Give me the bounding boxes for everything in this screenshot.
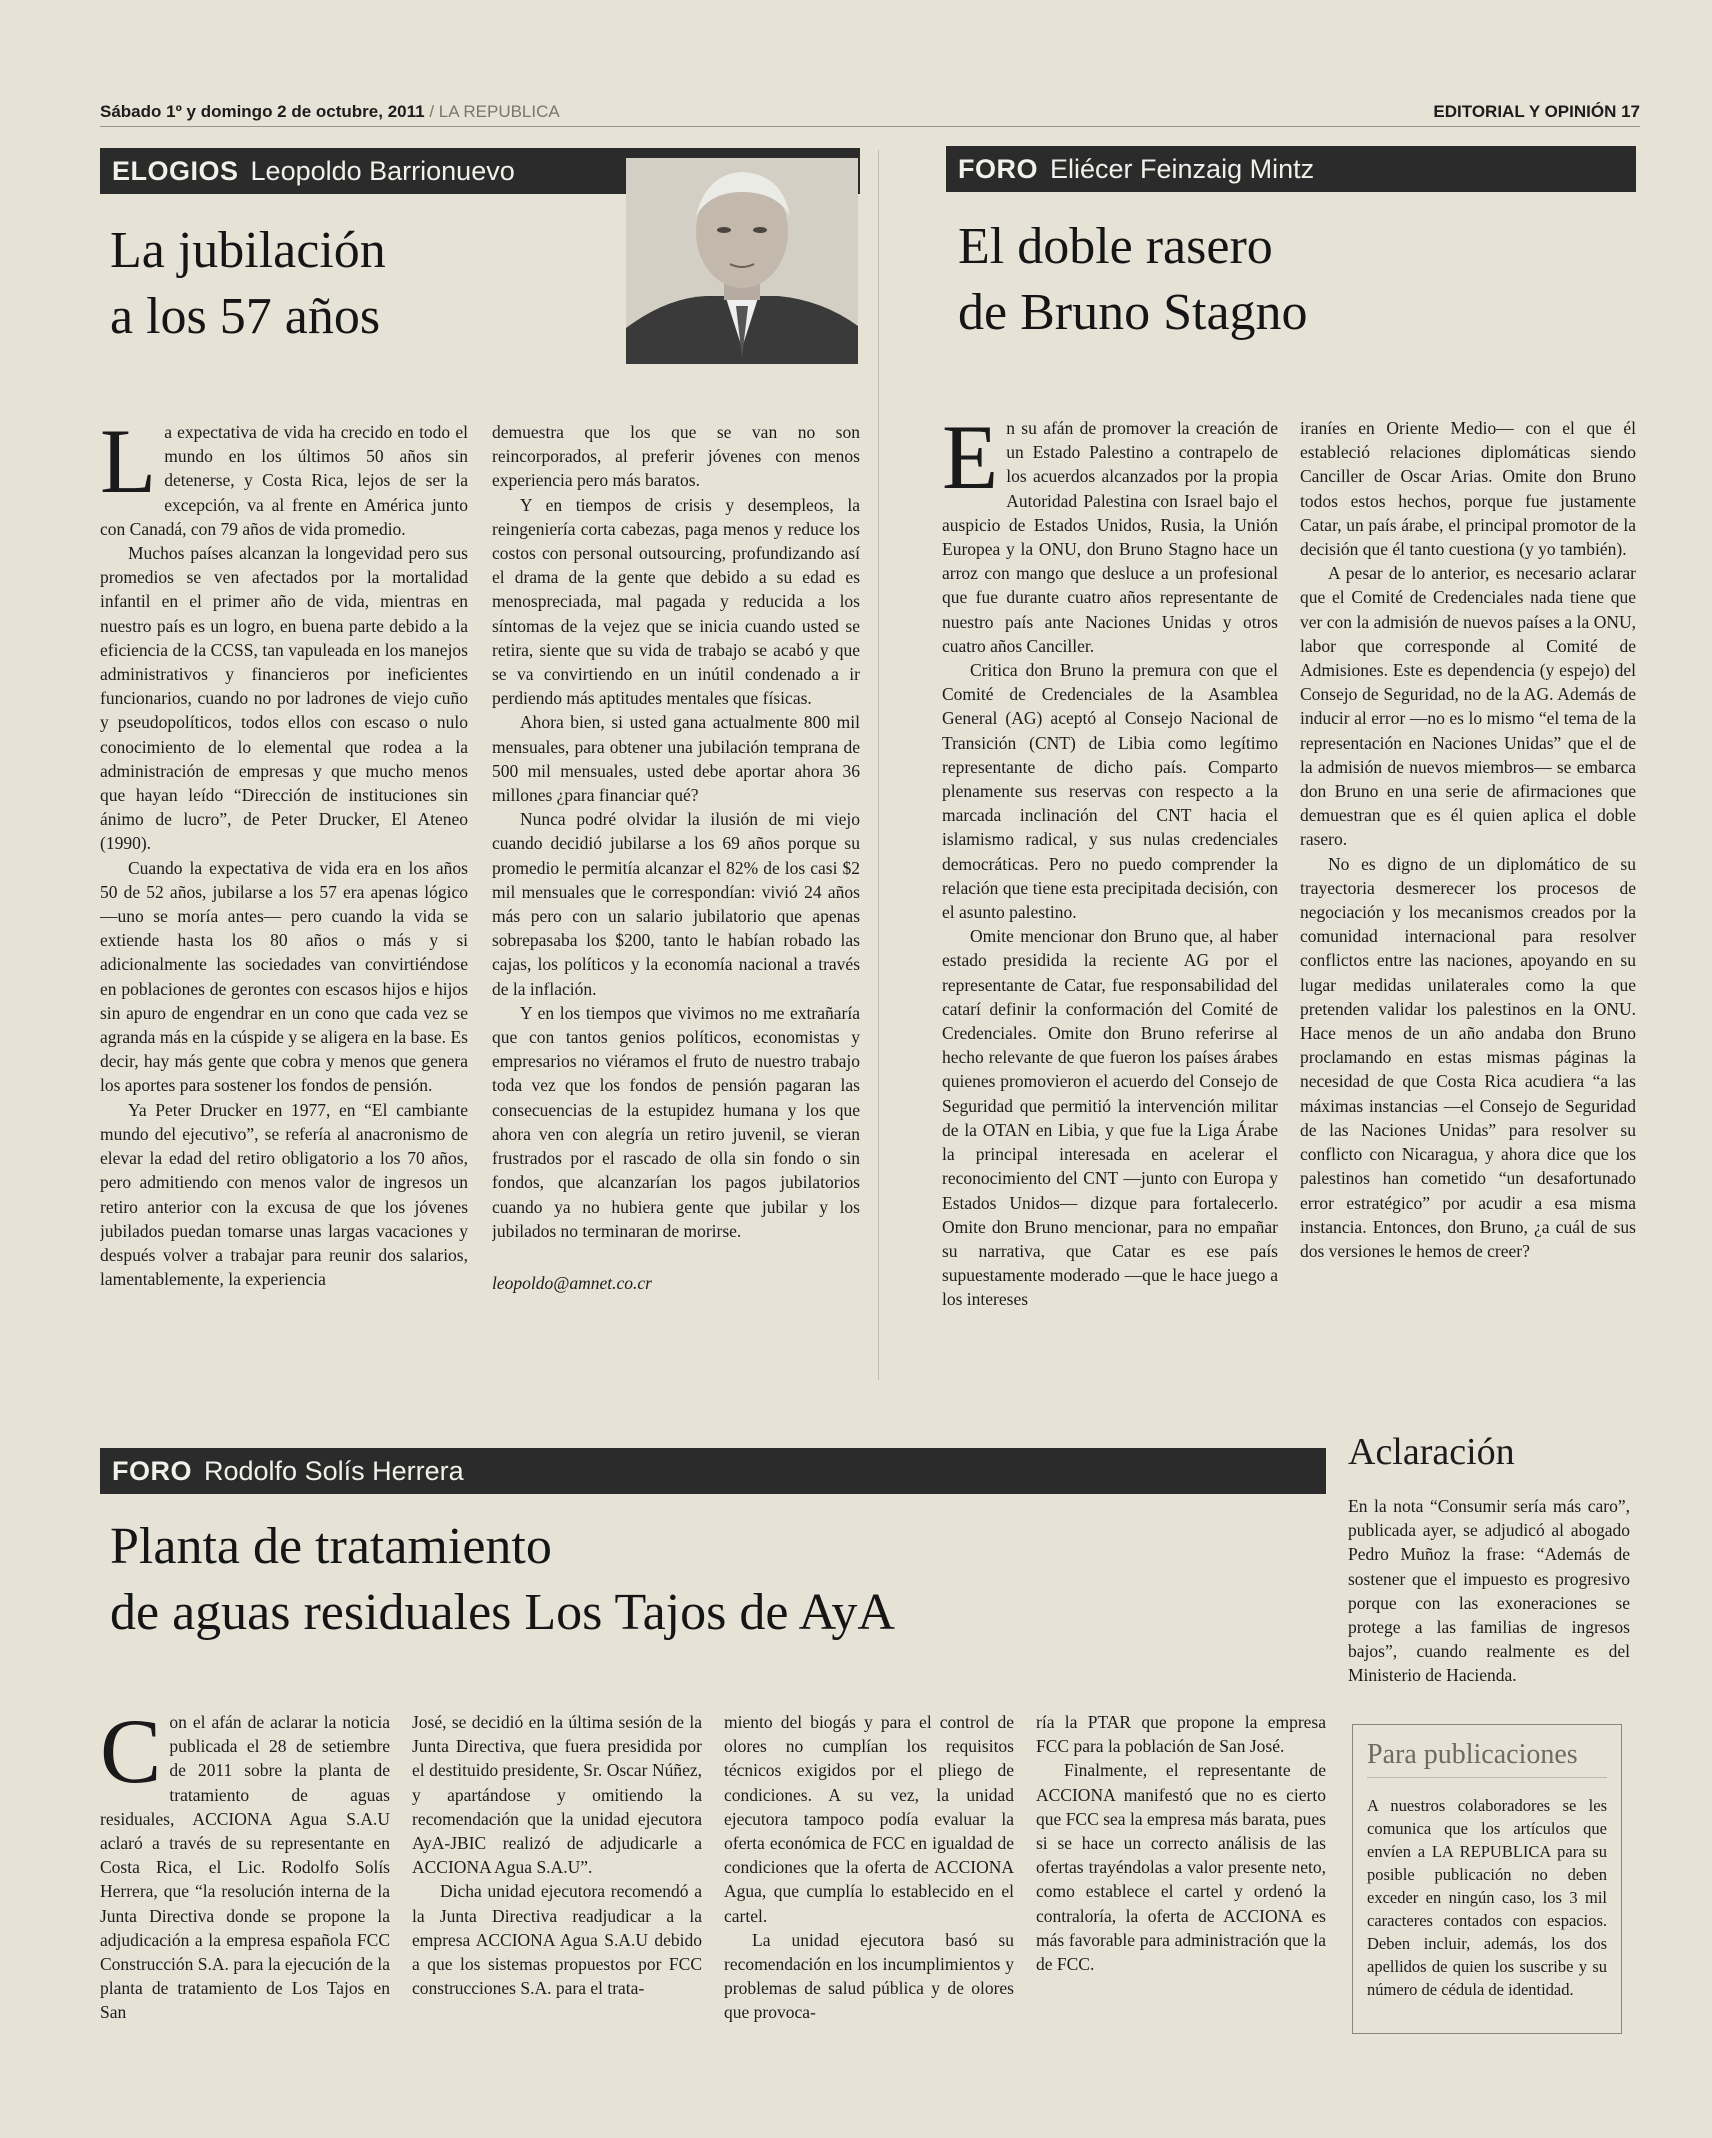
article3-paragraph: Dicha unidad ejecutora recomendó a la Junta Directiva readjudicar a la empresa ACCIONA Agua S.A.U debido a que los sistemas propuestos por FCC construcciones S.A. para el trata- xyxy=(412,1881,702,1999)
article3-column-4 xyxy=(1036,1710,1326,2080)
article3-paragraph: miento del biogás y para el control de olores no cumplían los requisitos técnicos exigidos por el pliego de condiciones. A su vez, la unidad ejecutora tampoco podía evaluar la oferta económica de FCC en igualdad de condiciones que la oferta de ACCIONA Agua, que cumplía lo establecido en el cartel. xyxy=(724,1712,1014,1926)
article2-paragraph: No es digno de un diplomático de su trayectoria desmerecer los procesos de negociación y los mecanismos creados por la comunidad internacional para resolver conflictos entre las naciones, apoyando en su lugar medidas unilaterales como la que pretenden validar los palestinos en la ONU. Hace menos de un año andaba don Bruno proclamando en estas mismas páginas la necesidad de que Costa Rica acudiera “a las máximas instancias —el Consejo de Seguridad de las Naciones Unidas” para resolver su conflicto con Nicaragua, y ahora dice que los palestinos han cometido “un desafortunado error estratégico” por acudir a esa misma instancia. Entonces, don Bruno, ¿a cuál de sus dos versiones le hemos de creer? xyxy=(1300,853,1636,1261)
publicaciones-box xyxy=(1352,1724,1622,2034)
article1-paragraph: Y en tiempos de crisis y desempleos, la reingeniería corta cabezas, paga menos y reduce los costos con personal outsourcing, profundizando así el drama de la gente que debido a su edad es menospreciada, mal pagada y reducida a los síntomas de la vejez que se inicia cuando usted se retira, siente que su vida de trabajo se acabó y que se va convirtiendo en un inútil condenado a ir perdiendo más aptitudes mentales que físicas. xyxy=(492,494,860,709)
article2-title-line2: de Bruno Stagno xyxy=(958,284,1308,341)
article2-paragraph: Critica don Bruno la premura con que el Comité de Credenciales de la Asamblea General (AG) aceptó al Consejo Nacional de Transición (CNT) de Libia como legítimo representante de dicho país. Comparto plenamente sus reservas con respecto a la marcada inclinación del CNT hacia el islamismo radical, y sus nulas credenciales democráticas. Pero no puedo comprender la relación que tiene esta precipitada decisión, con el asunto palestino. xyxy=(942,660,1278,923)
article3-title xyxy=(110,1514,895,1646)
article3-paragraph: Con el afán de aclarar la noticia publicada el 28 de setiembre de 2011 sobre la planta de tratamiento de aguas residuales, ACCIONA Agua S.A.U aclaró a través de su representante en Costa Rica, el Lic. Rodolfo Solís Herrera, que “la resolución interna de la Junta Directiva donde se propone la adjudicación a la empresa española FCC Construcción S.A. para la ejecución de la planta de tratamiento de Los Tajos en San xyxy=(100,1710,390,2023)
article1-paragraph: Ya Peter Drucker en 1977, en “El cambiante mundo del ejecutivo”, se refería al anacronismo de elevar la edad del retiro obligatorio a los 70 años, pero admitiendo con menos valor de ingresos un retiro anterior con la excusa de que los jóvenes jubilados puedan tomarse unas largas vacaciones y después volver a trabajar para reunir dos salarios, lamentablemente, la experiencia xyxy=(100,1099,468,1290)
article3-dropcap: C xyxy=(100,1710,162,1802)
header-date: Sábado 1º y domingo 2 de octubre, 2011 xyxy=(100,102,425,121)
article3-title-line1: Planta de tratamiento xyxy=(110,1518,552,1575)
author-portrait-image xyxy=(626,158,858,364)
aclaracion-title: Aclaración xyxy=(1348,1431,1515,1473)
article1-paragraph: Ahora bien, si usted gana actualmente 800 mil mensuales, para obtener una jubilación temprana de 500 mil mensuales, usted debe aportar ahora 36 millones ¿para financiar qué? xyxy=(492,712,860,806)
article1-title-line2: a los 57 años xyxy=(110,288,381,345)
article2-title-line1: El doble rasero xyxy=(958,218,1273,275)
article2-kicker: FORO xyxy=(958,154,1038,184)
header-section: EDITORIAL Y OPINIÓN 17 xyxy=(1433,102,1640,121)
column-divider xyxy=(878,150,879,1380)
header-publication: LA REPUBLICA xyxy=(438,102,560,121)
article1-paragraph: Muchos países alcanzan la longevidad pero sus promedios se ven afectados por la mortalidad infantil en el primer año de vida, mientras en nuestro país es un logro, en buena parte debido a la eficiencia de la CCSS, tan vapuleada en los manejos administrativos y financieros por ineficientes funcionarios, cuando no por ladrones de viejo cuño y pseudopolíticos, todos ellos con escaso o nulo conocimiento de lo elemental que rodea a la administración de empresas y que mucho menos que hayan leído “Dirección de instituciones sin ánimo de lucro”, de Peter Drucker, El Ateneo (1990). xyxy=(100,543,468,854)
article2-paragraph: En su afán de promover la creación de un Estado Palestino a contrapelo de los acuerdos alcanzados por la propia Autoridad Palestina con Israel bajo el auspicio de Estados Unidos, Rusia, la Unión Europea y la ONU, don Bruno Stagno hace un arroz con mango que desluce a un profesional que fue durante cuatro años representante de nuestro país ante Naciones Unidas y otros cuatro años Canciller. xyxy=(942,416,1278,656)
article1-author: Leopoldo Barrionuevo xyxy=(250,156,515,186)
article3-paragraph: ría la PTAR que propone la empresa FCC para la población de San José. xyxy=(1036,1712,1326,1757)
article3-paragraph: Finalmente, el representante de ACCIONA manifestó que no es cierto que FCC sea la empresa más barata, pues si se hace un correcto análisis de las ofertas trayéndolas a valor presente neto, como establece el cartel y ordenó la contraloría, la oferta de ACCIONA es más favorable para administración que la de FCC. xyxy=(1036,1760,1326,1975)
page-header xyxy=(100,100,1640,127)
article3-author: Rodolfo Solís Herrera xyxy=(204,1456,464,1486)
article3-paragraph: José, se decidió en la última sesión de la Junta Directiva, que fuera presidida por el destituido presidente, Sr. Oscar Núñez, y apartándose y omitiendo la recomendación que la unidad ejecutora AyA-JBIC realizó de adjudicarle a ACCIONA Agua S.A.U”. xyxy=(412,1712,702,1878)
article3-column-3 xyxy=(724,1710,1014,2080)
article2-column-1 xyxy=(942,416,1278,1382)
article1-column-1 xyxy=(100,420,468,1386)
article2-paragraph: iraníes en Oriente Medio— con el que él estableció relaciones diplomáticas siendo Canciller de Oscar Arias. Omite don Bruno todos estos hechos, porque fue justamente Catar, un país árabe, el principal promotor de la decisión que él tanto cuestiona (y yo también). xyxy=(1300,418,1636,560)
article1-paragraph: Nunca podré olvidar la ilusión de mi viejo cuando decidió jubilarse a los 69 años porque su promedio le permitía alcanzar el 82% de los casi $2 mil mensuales que le correspondían: vivió 24 años más pero con un salario jubilatorio que apenas sobrepasaba los $200, tanto le habían robado las cajas, los políticos y la economía nacional a través de la inflación. xyxy=(492,809,860,999)
article2-paragraph: A pesar de lo anterior, es necesario aclarar que el Comité de Credenciales nada tiene que ver con la admisión de nuevos países a la ONU, labor que corresponde al Comité de Admisiones. Este es dependencia (y espejo) del Consejo de Seguridad, no de la AG. Además de inducir al error —no es lo mismo “el tema de la representación en Naciones Unidas” que el de la admisión de nuevos miembros— se embarca don Bruno en una serie de afirmaciones que demuestran que es él quien aplica el doble rasero. xyxy=(1300,563,1636,850)
article1-dropcap: L xyxy=(100,420,157,512)
article2-title xyxy=(958,214,1308,346)
article1-kicker: ELOGIOS xyxy=(112,156,239,186)
article3-column-2 xyxy=(412,1710,702,2080)
author-photo xyxy=(626,158,858,364)
publicaciones-text: A nuestros colaboradores se les comunica que los artículos que envíen a LA REPUBLICA para su posible publicación no deben exceder en ningún caso, los 3 mil caracteres contados con espacios. Deben incluir, además, los dos apellidos de quien los suscribe y su número de cédula de identidad. xyxy=(1367,1796,1607,1999)
article1-title-line1: La jubilación xyxy=(110,222,386,279)
article3-paragraph: La unidad ejecutora basó su recomendación en los incumplimientos y problemas de salud pública y de olores que provoca- xyxy=(724,1929,1014,2023)
header-separator: / xyxy=(429,102,435,121)
article2-dropcap: E xyxy=(942,416,999,508)
article2-author: Eliécer Feinzaig Mintz xyxy=(1050,154,1315,184)
article1-paragraph: Cuando la expectativa de vida era en los años 50 de 52 años, jubilarse a los 57 era apenas lógico —uno se moría antes— pero cuando la vida se extiende hasta los 80 años o más y si adicionalmente las sociedades van convirtiéndose en poblaciones de gerontes con escasos hijos e hijos sin apuro de engendrar en un cono que cada vez se agranda más en la cúspide y se aligera en la base. Es decir, hay más gente que cobra y menos que genera los aportes para sostener los fondos de pensión. xyxy=(100,857,468,1096)
article2-column-2 xyxy=(1300,416,1636,1382)
article3-column-1 xyxy=(100,1710,390,2080)
article1-column-2 xyxy=(492,420,860,1386)
article1-email-link[interactable]: leopoldo@amnet.co.cr xyxy=(492,1272,652,1293)
article2-paragraph: Omite mencionar don Bruno que, al haber estado presidida la reciente AG por el representante de Catar, fue responsabilidad del catarí definir la conformación del Comité de Credenciales. Omite don Bruno referirse al hecho relevante de que fueron los países árabes quienes promovieron el acuerdo del Consejo de Seguridad que permitió la intervención militar de la OTAN en Libia, y que fue la Liga Árabe la principal interesada en acelerar el reconocimiento del CNT —junto con Europa y Estados Unidos— dizque para fortalecerlo. Omite don Bruno mencionar, para no empañar su narrativa, que Catar es ese país supuestamente moderado —que le hace juego a los intereses xyxy=(942,926,1278,1310)
article1-paragraph: La expectativa de vida ha crecido en todo el mundo en los últimos 50 años sin detenerse, y Costa Rica, lejos de ser la excepción, va al frente en América junto con Canadá, con 79 años de vida promedio. xyxy=(100,420,468,539)
header-date-line xyxy=(100,102,560,122)
article2-band xyxy=(946,146,1636,192)
article3-band xyxy=(100,1448,1326,1494)
publicaciones-title: Para publicaciones xyxy=(1367,1739,1607,1778)
aclaracion-text xyxy=(1348,1494,1630,1714)
article3-title-line2: de aguas residuales Los Tajos de AyA xyxy=(110,1584,895,1641)
article1-title xyxy=(110,218,386,350)
article3-kicker: FORO xyxy=(112,1456,192,1486)
article1-paragraph: demuestra que los que se van no son reincorporados, al preferir jóvenes con menos experiencia pero más baratos. xyxy=(492,422,860,491)
article1-paragraph: Y en los tiempos que vivimos no me extrañaría que con tantos genios políticos, economistas y empresarios no viéramos el fruto de nuestro trabajo toda vez que los fondos de pensión pagaran las consecuencias de la estupidez humana y los que ahora ven con alegría un retiro juvenil, se vieran frustrados por el rascado de olla sin fondo o sin fondos, que alcanzarían los pagos jubilatorios cuando ya no hubiera gente que jubilar y los jubilados no terminaran de morirse. xyxy=(492,1002,860,1241)
aclaracion-paragraph: En la nota “Consumir sería más caro”, publicada ayer, se adjudicó al abogado Pedro Muñoz la frase: “Además de sostener que el impuesto es progresivo porque con las exoneraciones se protege a las familias de ingresos bajos”, cuando realmente es del Ministerio de Hacienda. xyxy=(1348,1496,1630,1686)
